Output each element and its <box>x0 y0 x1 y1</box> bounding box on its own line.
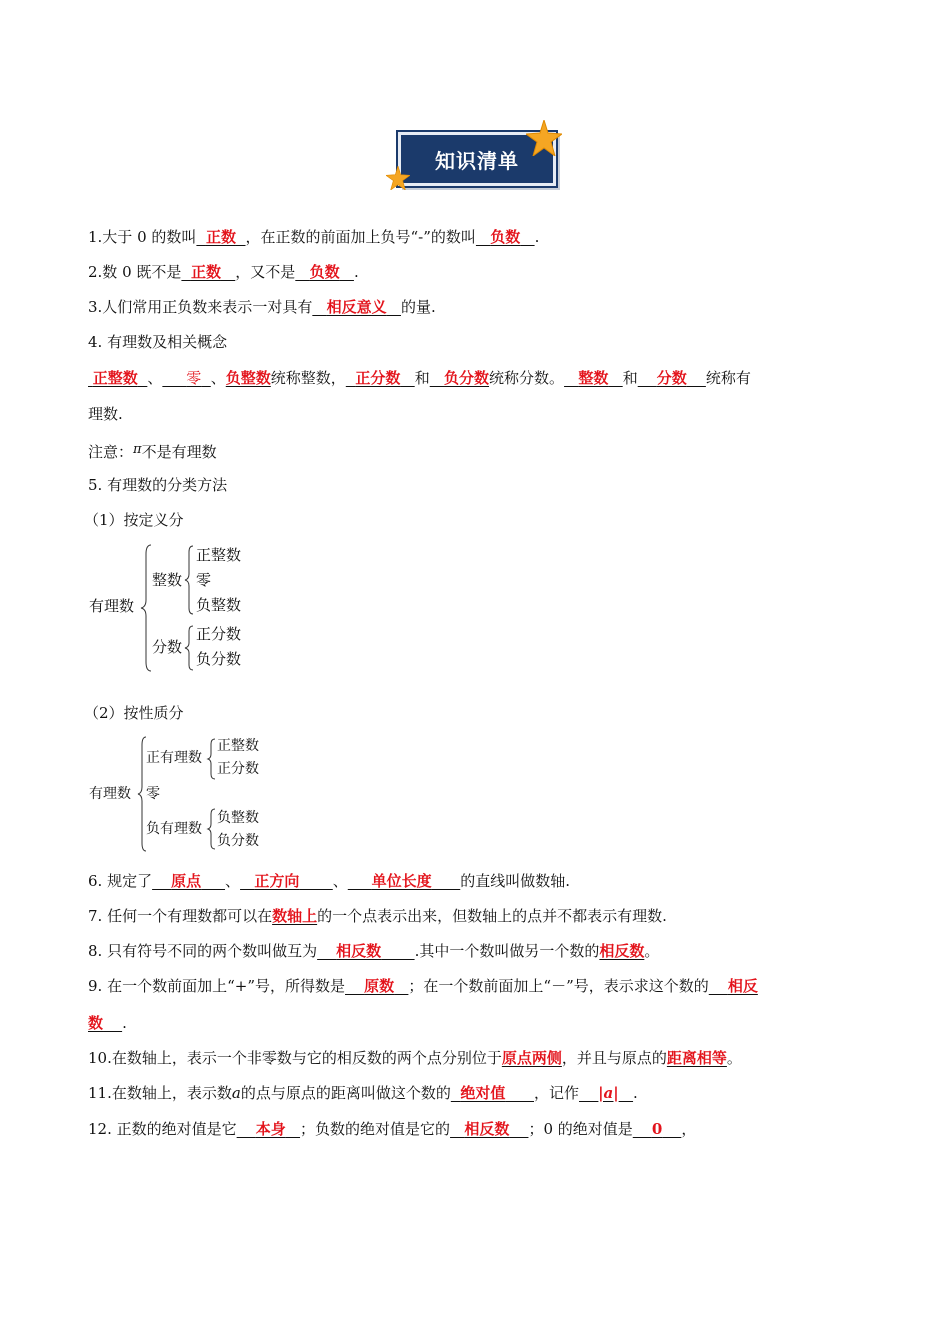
answer: 负整数 <box>225 369 271 387</box>
answer: 原点两侧 <box>501 1049 562 1067</box>
star-icon-small <box>386 166 410 190</box>
item-6: 6. 规定了 原点 、 正方向 、 单位长度 的直线叫做数轴. <box>88 872 571 890</box>
item-10: 10.在数轴上，表示一个非零数与它的相反数的两个点分别位于原点两侧，并且与原点的距离相等。 <box>88 1049 742 1067</box>
tree-group: 分数 <box>152 638 183 656</box>
item-5-sub1: （1）按定义分 <box>84 511 184 529</box>
tree-group: 零 <box>146 786 160 802</box>
item-7: 7. 任何一个有理数都可以在数轴上的一个点表示出来，但数轴上的点并不都表示有理数. <box>88 907 667 925</box>
brace <box>207 738 216 780</box>
answer: 正数 <box>190 263 221 281</box>
item-4-heading: 4. 有理数及相关概念 <box>88 333 228 351</box>
tree-root: 有理数 <box>89 786 131 802</box>
item-5-heading: 5. 有理数的分类方法 <box>88 476 228 494</box>
answer: 数 <box>88 1014 104 1032</box>
tree-leaf: 负整数 <box>217 810 259 826</box>
tree-leaf: 正分数 <box>217 761 259 777</box>
answer: 负数 <box>490 228 521 246</box>
tree-leaf: 负分数 <box>217 833 259 849</box>
answer: 相反 <box>727 977 758 995</box>
answer: 原点 <box>171 872 202 890</box>
item-9-cont: 数 . <box>88 1014 127 1032</box>
answer: 距离相等 <box>666 1049 727 1067</box>
answer: 本身 <box>255 1120 286 1138</box>
answer: 正分数 <box>355 369 401 387</box>
answer: 分数 <box>656 369 687 387</box>
tree-group: 整数 <box>152 571 183 589</box>
brace <box>207 808 216 850</box>
tree-leaf: 正分数 <box>196 625 242 643</box>
tree-leaf: 负分数 <box>196 650 242 668</box>
tree-group: 负有理数 <box>146 821 202 837</box>
answer: 相反意义 <box>326 298 387 316</box>
star-icon <box>526 120 562 156</box>
item-3: 3.人们常用正负数来表示一对具有 相反意义 的量. <box>88 298 436 316</box>
answer: 原数 <box>364 977 395 995</box>
tree-leaf: 正整数 <box>217 738 259 754</box>
answer: 相反数 <box>336 942 382 960</box>
answer: |a| <box>598 1084 619 1102</box>
page-title: 知识清单 <box>435 148 519 173</box>
brace <box>184 545 194 615</box>
tree-root: 有理数 <box>89 597 135 615</box>
answer: 正方向 <box>254 872 300 890</box>
pi-symbol: π <box>133 442 142 457</box>
item-4-note: 注意：π不是有理数 <box>88 442 217 461</box>
item-11: 11.在数轴上，表示数a的点与原点的距离叫做这个数的 绝对值 ，记作 |a| . <box>88 1084 638 1102</box>
item-8: 8. 只有符号不同的两个数叫做互为 相反数 .其中一个数叫做另一个数的相反数。 <box>88 942 660 960</box>
tree-group: 正有理数 <box>146 750 202 766</box>
item-4-body: 正整数 、 零 、负整数统称整数， 正分数 和 负分数统称分数。 整数 和 分数 统称有 <box>92 369 751 387</box>
answer: 零 <box>186 369 202 387</box>
answer: 数轴上 <box>272 907 318 925</box>
answer: 正数 <box>205 228 236 246</box>
answer: 单位长度 <box>371 872 432 890</box>
answer: 负分数 <box>444 369 490 387</box>
answer: 正整数 <box>92 369 138 387</box>
brace <box>140 544 152 672</box>
item-9: 9. 在一个数前面加上“+”号，所得数是 原数 ；在一个数前面加上“－”号，表示求这个数的 相反 <box>88 977 758 995</box>
item-2: 2.数 0 既不是 正数 ，又不是 负数 . <box>88 263 359 281</box>
title-badge <box>386 120 566 194</box>
answer: 绝对值 <box>460 1084 506 1102</box>
item-5-sub2: （2）按性质分 <box>84 704 184 722</box>
tree-leaf: 正整数 <box>196 546 242 564</box>
tree-leaf: 负整数 <box>196 596 242 614</box>
answer: 相反数 <box>464 1120 510 1138</box>
item-4-cont: 理数. <box>88 405 123 423</box>
brace <box>184 625 194 671</box>
tree-leaf: 零 <box>196 571 212 589</box>
item-12: 12. 正数的绝对值是它 本身 ；负数的绝对值是它的 相反数 ；0 的绝对值是 0 ， <box>88 1120 697 1138</box>
item-1: 1.大于 0 的数叫 正数 ，在正数的前面加上负号“-”的数叫 负数 . <box>88 228 540 246</box>
answer: 0 <box>651 1120 663 1138</box>
answer: 整数 <box>578 369 609 387</box>
answer: 相反数 <box>599 942 645 960</box>
answer: 负数 <box>309 263 340 281</box>
